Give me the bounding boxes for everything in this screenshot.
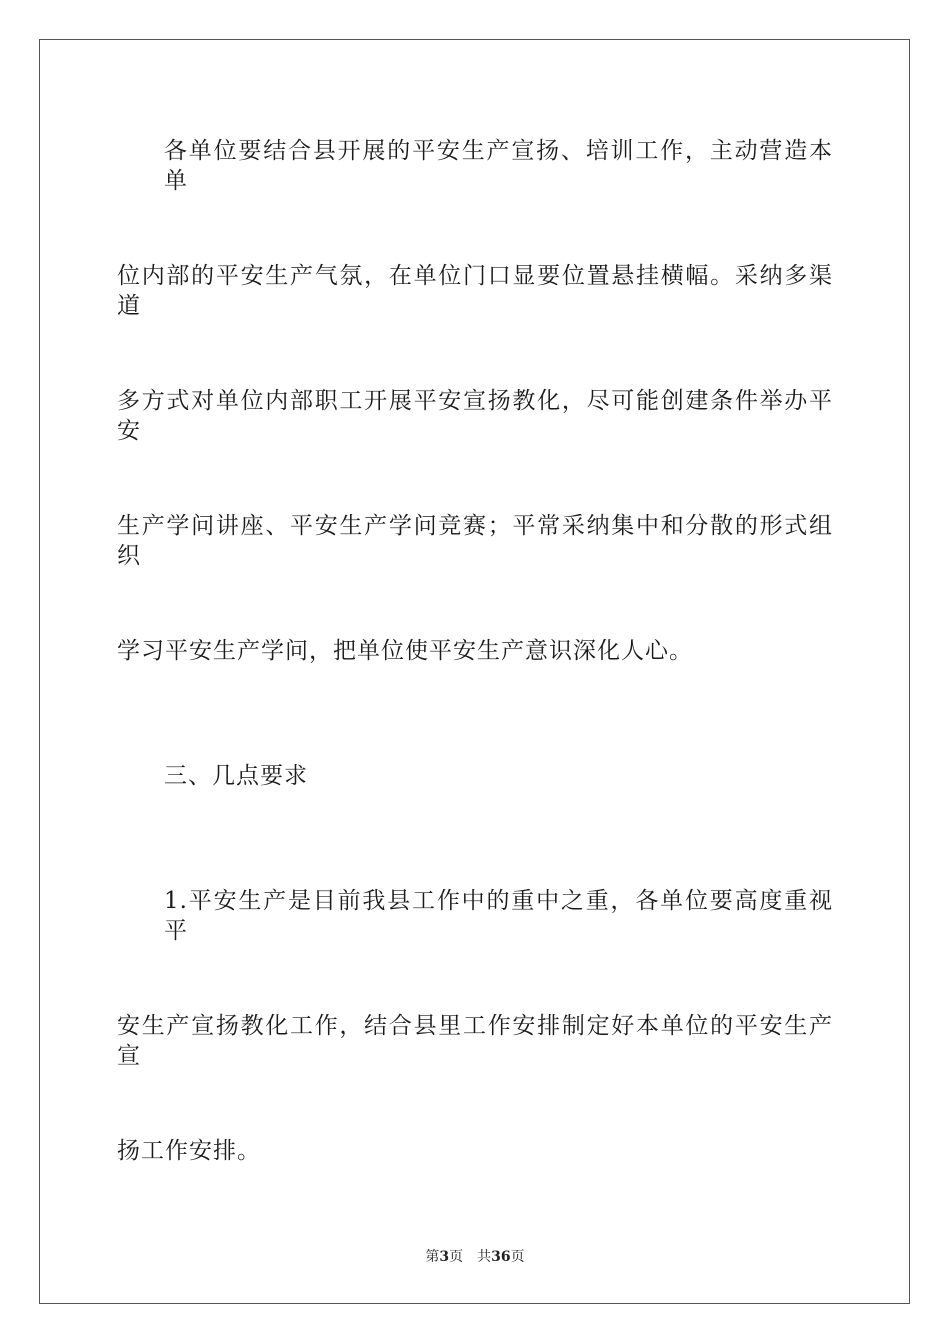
footer-total-prefix: 共 xyxy=(477,1249,492,1265)
paragraph-line-8: 安生产宣扬教化工作，结合县里工作安排制定好本单位的平安生产宣 xyxy=(117,1013,833,1069)
page-border xyxy=(39,39,910,1304)
paragraph-line-5: 学习平安生产学问，把单位使平安生产意识深化人心。 xyxy=(117,638,693,664)
page-footer xyxy=(0,1248,950,1266)
section-heading: 三、几点要求 xyxy=(164,763,308,789)
footer-page-number: 3 xyxy=(439,1249,450,1265)
paragraph-line-9: 扬工作安排。 xyxy=(117,1138,261,1164)
footer-total-suffix: 页 xyxy=(510,1249,525,1265)
paragraph-line-3: 多方式对单位内部职工开展平安宣扬教化，尽可能创建条件举办平安 xyxy=(117,388,833,444)
footer-total-pages: 36 xyxy=(491,1249,511,1265)
footer-page-suffix: 页 xyxy=(449,1249,464,1265)
paragraph-line-4: 生产学问讲座、平安生产学问竞赛；平常采纳集中和分散的形式组织 xyxy=(117,513,833,569)
paragraph-line-1: 各单位要结合县开展的平安生产宣扬、培训工作，主动营造本单 xyxy=(164,138,833,194)
footer-page-prefix: 第 xyxy=(425,1249,440,1265)
paragraph-line-2: 位内部的平安生产气氛，在单位门口显要位置悬挂横幅。采纳多渠道 xyxy=(117,263,833,319)
paragraph-line-7: 1.平安生产是目前我县工作中的重中之重，各单位要高度重视平 xyxy=(164,888,833,944)
